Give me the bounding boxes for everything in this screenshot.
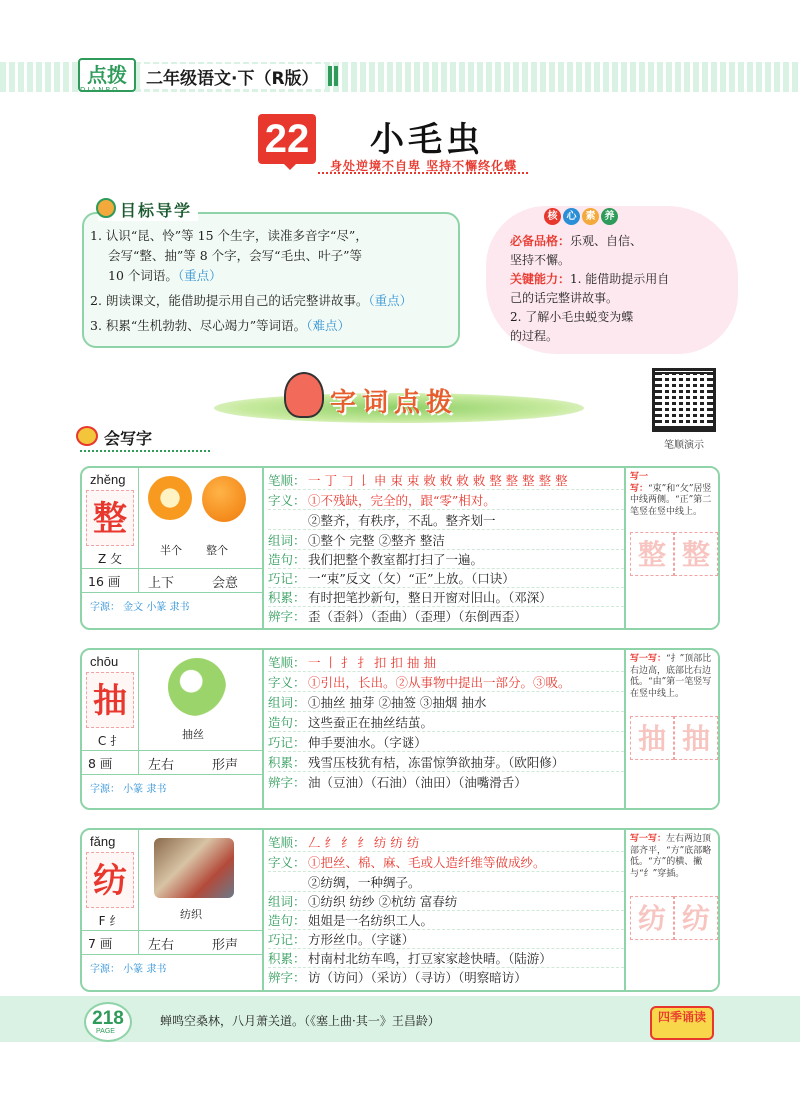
pinyin: zhěng — [90, 472, 126, 487]
meaning-row: 字义： ①引出，长出。②从事物中提出一部分。③吸。 — [268, 674, 624, 692]
char-card — [80, 828, 720, 992]
big-character: 整 — [86, 490, 134, 546]
char-type: 形声 — [212, 938, 239, 953]
char-card — [80, 466, 720, 630]
accumulation-row: 积累： 残雪压枝犹有桔，冻雷惊笋欲抽芽。（欧阳修） — [268, 754, 624, 772]
char-info — [82, 650, 264, 808]
grid-line — [82, 592, 264, 593]
char-info — [82, 830, 264, 990]
grid-line — [82, 750, 264, 751]
core-line: 的过程。 — [510, 329, 559, 343]
lesson-motto: 身处逆境不自卑 坚持不懈终化蝶 — [330, 159, 518, 173]
radical: C 扌 — [97, 734, 123, 748]
meaning-row: 字义： ①把丝、棉、麻、毛或人造纤维等做成纱。 — [268, 854, 624, 872]
sentence-row: 造句： 我们把整个教室都打扫了一遍。 — [268, 551, 624, 569]
brand-logo: 点拨 — [78, 58, 136, 92]
recital-badge: 四季诵读 — [650, 1006, 714, 1040]
core-line: 坚持不懈。 — [510, 253, 571, 267]
writing-tip: 写一写：“束”和“攵”居竖中线两侧。“正”第二笔竖在竖中线上。 — [630, 472, 712, 517]
grid-line — [82, 930, 264, 931]
brand-subtitle: DIANBO — [80, 86, 120, 94]
page-label: PAGE — [96, 1028, 115, 1035]
big-character: 抽 — [86, 672, 134, 728]
pinyin: fǎng — [90, 834, 116, 849]
writing-tip: 写一写：“扌”顶部比右边高，底部比右边低。“由”第一笔竖写在竖中线上。 — [630, 654, 712, 699]
core-literacy-heading: 核 心 素 养 — [544, 208, 620, 225]
practice-grid: 纺 纺 — [630, 896, 718, 940]
grid-line — [82, 568, 264, 569]
stroke-order-row: 笔顺： 一 丁 𠃌 𠄌 申 束 束 敕 敕 敕 敕 整 整 整 整 整 — [268, 472, 624, 490]
picture-label: 整个 — [206, 544, 228, 557]
goal-item: 1. 认识“昆、怜”等 15 个生字，读准多音字“尽”， — [90, 228, 368, 243]
silkworm-image — [168, 658, 226, 716]
qr-label: 笔顺演示 — [664, 440, 704, 451]
core-line: 必备品格：乐观、自信、 — [510, 234, 643, 248]
write-heading: 会写字 — [104, 429, 153, 448]
big-character: 纺 — [86, 852, 134, 908]
section-title: 字词点拨 — [330, 388, 459, 418]
header-bar — [334, 66, 338, 86]
grid-line — [138, 830, 139, 954]
stroke-count: 8 画 — [88, 756, 113, 771]
goal-item: 10 个词语。（重点） — [108, 268, 222, 283]
distinguish-row: 辨字： 访（访问）（采访）（寻访）（明察暗访） — [268, 970, 527, 985]
picture-label: 半个 — [160, 544, 182, 557]
distinguish-row: 辨字： 油（豆油）（石油）（油田）（油嘴滑舌） — [268, 775, 527, 790]
meaning-row: 字义： ①不残缺，完全的，跟“零”相对。 — [268, 492, 624, 510]
sentence-row: 造句： 姐姐是一名纺织工人。 — [268, 912, 624, 930]
whole-orange-image — [202, 476, 246, 522]
picture-label: 纺织 — [180, 908, 202, 921]
grid-line — [82, 954, 264, 955]
core-line: 己的话完整讲故事。 — [510, 291, 619, 305]
goal-item: 会写“整、抽”等 8 个字，会写“毛虫、叶子”等 — [108, 248, 362, 263]
char-type: 会意 — [212, 576, 239, 591]
word-row: 组词： ①抽丝 抽芽 ②抽签 ③抽烟 抽水 — [268, 694, 624, 712]
practice-grid: 抽 抽 — [630, 716, 718, 760]
accumulation-row: 积累： 村南村北纺车鸣，打豆家家趁快晴。（陆游） — [268, 950, 624, 968]
goals-heading: 目标导学 — [98, 198, 198, 221]
word-row: 组词： ①纺织 纺纱 ②杭纺 富春纺 — [268, 893, 624, 911]
poem-line: 蝉鸣空桑林，八月萧关道。（《塞上曲·其一》王昌龄） — [160, 1014, 440, 1028]
mnemonic-row: 巧记： 一“束”反文（攵）“正”上放。（口诀） — [268, 570, 624, 588]
practice-column — [624, 650, 720, 808]
grid-line — [138, 468, 139, 592]
writing-tip: 写一写：左右两边顶部齐平，“方”底部略低。“方”的横、撇与“纟”穿插。 — [630, 834, 712, 879]
structure: 上下 — [148, 576, 175, 591]
practice-column — [624, 830, 720, 990]
goal-item: 3. 积累“生机勃勃、尽心竭力”等词语。（难点） — [90, 318, 350, 333]
picture-label: 抽丝 — [182, 728, 204, 741]
half-orange-image — [148, 476, 192, 520]
structure: 左右 — [148, 758, 175, 773]
grid-line — [82, 774, 264, 775]
accumulation-row: 积累： 有时把笔抄新句，整日开窗对旧山。（邓深） — [268, 589, 624, 607]
mnemonic-row: 巧记： 伸手要油水。（字谜） — [268, 734, 624, 752]
title-divider — [318, 172, 528, 174]
meaning-row: ②纺绸，一种绸子。 — [268, 874, 624, 892]
grid-line — [138, 650, 139, 774]
char-card — [80, 648, 720, 810]
radical: F 纟 — [98, 914, 122, 928]
char-info — [82, 468, 264, 628]
stroke-count: 16 画 — [88, 574, 121, 589]
meaning-row: ②整齐，有秩序，不乱。整齐划一 — [268, 512, 624, 530]
goal-item: 2. 朗读课文，能借助提示用自己的话完整讲故事。（重点） — [90, 293, 413, 308]
lesson-number: 22 — [258, 114, 316, 164]
core-line: 关键能力：1. 能借助提示用自 — [510, 272, 670, 286]
char-type: 形声 — [212, 758, 239, 773]
sentence-row: 造句： 这些蚕正在抽丝结茧。 — [268, 714, 624, 732]
char-origin: 字源： 金文 小篆 隶书 — [90, 602, 190, 613]
distinguish-row: 辨字： 歪（歪斜）（歪曲）（歪理）（东倒西歪） — [268, 609, 527, 624]
spinning-image — [154, 838, 234, 898]
practice-grid: 整 整 — [630, 532, 718, 576]
write-divider — [80, 450, 210, 452]
word-row: 组词： ①整个 完整 ②整齐 整洁 — [268, 532, 624, 550]
mnemonic-row: 巧记： 方形丝巾。（字谜） — [268, 931, 624, 949]
core-line: 2. 了解小毛虫蜕变为蝶 — [510, 310, 634, 324]
grade-title: 二年级语文·下（R版） — [140, 64, 325, 89]
header-bar — [328, 66, 332, 86]
page-number: 218 — [84, 1002, 132, 1042]
qr-pattern — [658, 374, 710, 426]
stroke-count: 7 画 — [88, 936, 113, 951]
lesson-title: 小毛虫 — [370, 120, 484, 160]
structure: 左右 — [148, 938, 175, 953]
mascot-icon — [284, 372, 324, 418]
pinyin: chōu — [90, 654, 119, 669]
stroke-order-row: 笔顺： 一 丨 扌 扌 扣 扣 抽 抽 — [268, 654, 624, 672]
radical: Z 攵 — [97, 552, 123, 566]
practice-column — [624, 468, 720, 628]
student-icon — [96, 198, 116, 218]
char-origin: 字源： 小篆 隶书 — [90, 784, 167, 795]
stroke-order-row: 笔顺： 𠃋 纟 纟 纟 纺 纺 纺 — [268, 834, 624, 852]
char-origin: 字源： 小篆 隶书 — [90, 964, 167, 975]
